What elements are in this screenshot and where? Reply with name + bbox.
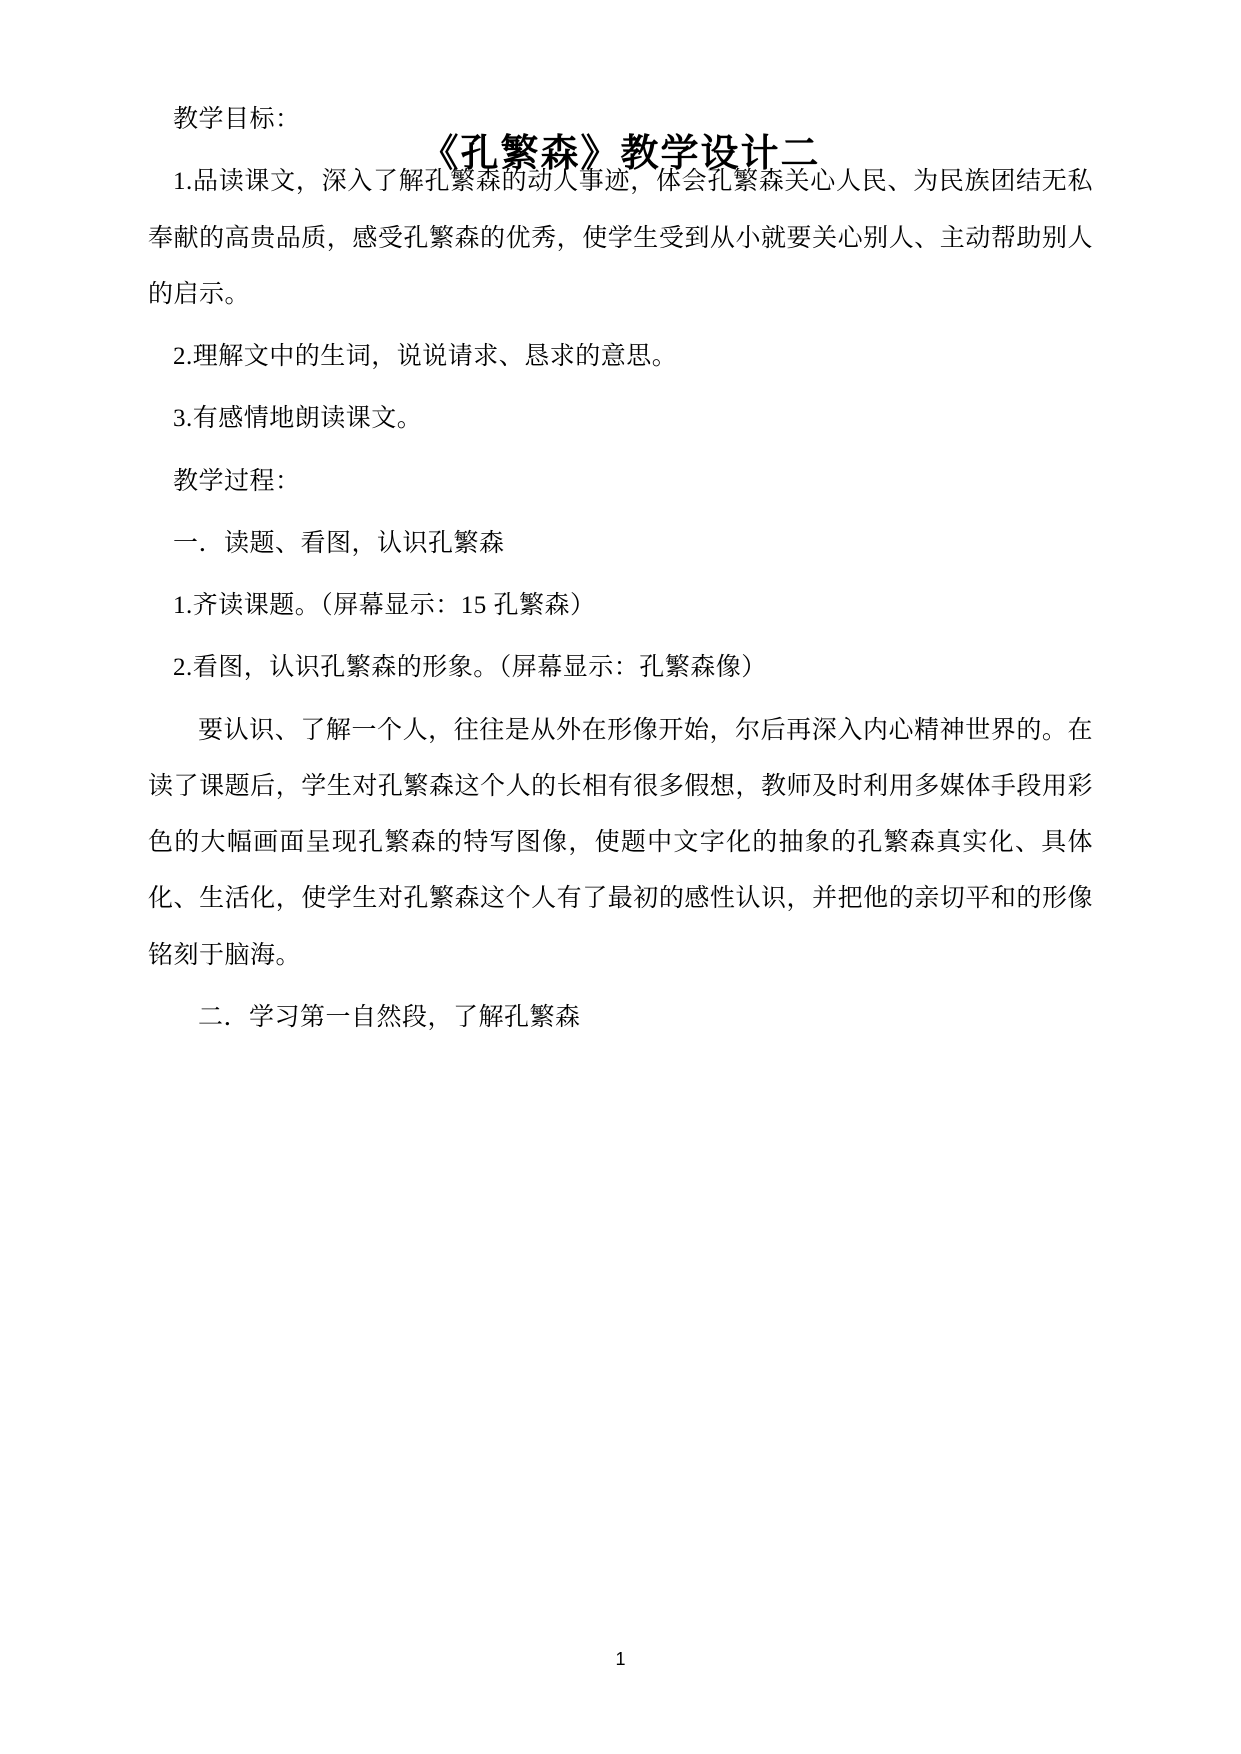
paragraph-objective-3: 3.有感情地朗读课文。 <box>173 405 423 433</box>
paragraph-section-two-heading: 二．学习第一自然段，了解孔繁森 <box>198 1003 581 1031</box>
paragraph-section-one-heading: 一．读题、看图，认识孔繁森 <box>173 529 505 557</box>
paragraph-section-one-item-2: 2.看图，认识孔繁森的形象。（屏幕显示：孔繁森像） <box>173 654 767 682</box>
paragraph-process-heading: 教学过程： <box>173 467 301 495</box>
page-number: 1 <box>615 1649 626 1669</box>
page-title: 《孔繁森》教学设计二 <box>420 133 821 175</box>
paragraph-objective-2: 2.理解文中的生词，说说请求、恳求的意思。 <box>173 343 678 370</box>
document-body <box>148 92 1093 1052</box>
paragraph-objective-1: 1.品读课文，深入了解孔繁森的动人事迹，体会孔繁森关心人民、为民族团结无私奉献的高贵品质，感受孔繁森的优秀，使学生受到从小就要关心别人、主动帮助别人的启示。 <box>148 168 1093 308</box>
paragraph-section-one-body: 要认识、了解一个人，往往是从外在形像开始，尔后再深入内心精神世界的。在读了课题后，学生对孔繁森这个人的长相有很多假想，教师及时利用多媒体手段用彩色的大幅画面呈现孔繁森的特写图像，使题中文字化的抽象的孔繁森真实化、具体化、生活化，使学生对孔繁森这个人有了最初的感性认识，并把他的亲切平和的形像铭刻于脑海。 <box>148 716 1093 969</box>
paragraph-objectives-heading: 教学目标： <box>173 106 301 133</box>
paragraph-section-one-item-1: 1.齐读课题。（屏幕显示：15 孔繁森） <box>173 592 596 619</box>
